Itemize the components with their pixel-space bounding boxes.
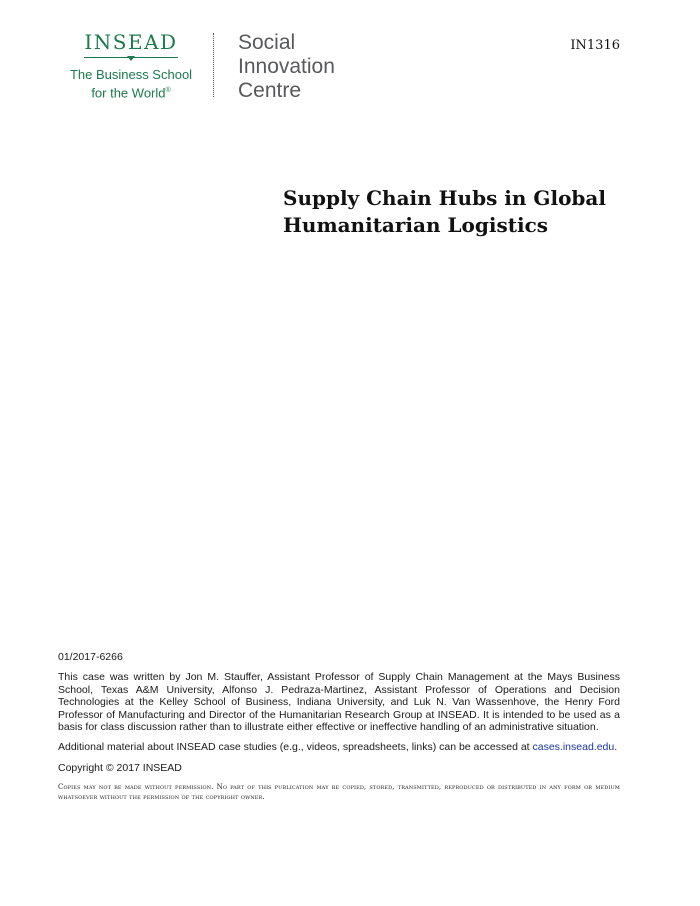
- case-title: [283, 185, 623, 239]
- insead-wordmark: INSEAD: [84, 30, 178, 54]
- centre-line-1: Social: [238, 31, 296, 54]
- social-innovation-centre-logo: [238, 31, 335, 103]
- document-code: IN1316: [570, 38, 620, 53]
- authorship-note: This case was written by Jon M. Stauffer, Assistant Professor of Supply Chain Management at the Mays Business School, Texas A&M University, Alfonso J. Pedraza-Martinez, Assistant Professor of Operations and Decision Technologies at the Kelley School of Business, Indiana University, and Luk N. Van Wassenhove, the Henry Ford Professor of Manufacturing and Director of the Humanitarian Research Group at INSEAD. It is intended to be used as a basis for class discussion rather than to illustrate either effective or ineffective handling of an administrative situation.: [58, 671, 620, 734]
- chevron-down-icon: [127, 56, 135, 61]
- tagline-line-2-text: for the World: [91, 85, 166, 101]
- case-title-line-2: Humanitarian Logistics: [283, 213, 549, 237]
- logo-divider: [213, 33, 214, 97]
- additional-material-end: .: [614, 741, 618, 754]
- centre-line-3: Centre: [238, 79, 302, 102]
- insead-tagline: [68, 67, 194, 101]
- tagline-line-1: The Business School: [69, 67, 193, 82]
- insead-logo: [68, 30, 194, 101]
- insead-rule: [84, 57, 178, 58]
- permission-notice: Copies may not be made without permission. No part of this publication may be copied, stored, transmitted, reproduced or distributed in any form or medium whatsoever without the permission of the copyright owner.: [58, 783, 620, 802]
- centre-line-2: Innovation: [238, 55, 335, 78]
- cases-insead-link[interactable]: cases.insead.edu: [532, 741, 615, 754]
- additional-material-note: [58, 741, 620, 753]
- case-title-line-1: Supply Chain Hubs in Global: [283, 186, 606, 210]
- registered-mark: ®: [165, 87, 171, 94]
- tagline-line-2: [68, 83, 194, 101]
- additional-material-text: Additional material about INSEAD case studies (e.g., videos, spreadsheets, links) can be accessed at: [58, 741, 533, 754]
- copyright-line: Copyright © 2017 INSEAD: [58, 761, 182, 774]
- reference-number: 01/2017-6266: [58, 651, 123, 663]
- case-footer: [58, 651, 620, 802]
